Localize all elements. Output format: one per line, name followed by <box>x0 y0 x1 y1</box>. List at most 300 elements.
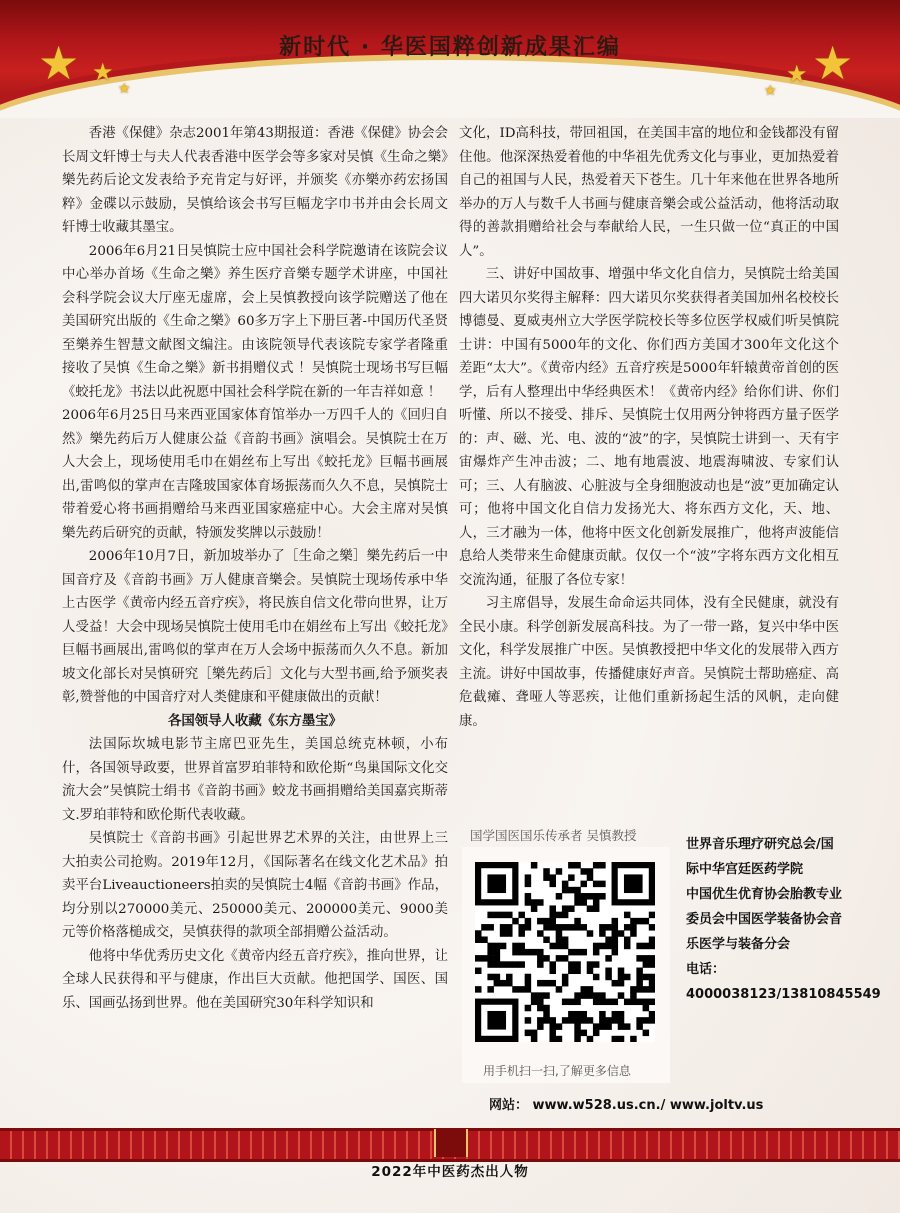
qr-module <box>543 1017 550 1024</box>
qr-module <box>562 999 569 1006</box>
qr-module <box>612 980 619 987</box>
qr-module <box>636 974 643 981</box>
qr-module <box>494 974 501 981</box>
qr-module <box>556 930 563 937</box>
qr-module <box>624 999 631 1006</box>
organization-info <box>686 832 881 1007</box>
qr-module <box>500 912 507 919</box>
qr-module <box>649 912 655 919</box>
qr-module <box>506 974 513 981</box>
qr-module <box>549 924 556 931</box>
qr-module <box>605 968 612 975</box>
qr-module <box>487 961 494 968</box>
qr-module <box>612 918 619 925</box>
qr-module <box>605 924 612 931</box>
qr-module <box>618 930 625 937</box>
qr-module <box>543 955 550 962</box>
qr-module <box>612 936 619 943</box>
footer-band-center-ornament <box>434 1129 468 1157</box>
qr-module <box>612 949 619 956</box>
qr-module <box>568 887 575 894</box>
qr-module <box>531 992 538 999</box>
qr-module <box>574 1011 581 1018</box>
gold-star-icon: ★ <box>764 83 777 99</box>
qr-module <box>593 899 600 906</box>
paragraph: 2006年6月25日马来西亚国家体育馆举办一万四千人的《回归自然》樂先药后万人健康公益《音韵书画》演唱会。吴慎院士在万人大会上，现场使用毛巾在娟丝布上写出《蛟托龙》巨幅书画展出,雷鸣似的掌声在吉隆玻国家体育场振荡而久久不息，吴慎院士带着爱心将书画捐赠给马来西亚国家癌症中心。大会主席对吴慎樂先药后研究的贡献，特颁发奖牌以示鼓励！ <box>62 408 448 541</box>
qr-module <box>525 874 532 881</box>
footer-decorative-band <box>0 1128 900 1162</box>
section-heading: 各国领导人收藏《东方墨宝》 <box>167 713 343 729</box>
qr-module <box>636 943 643 950</box>
qr-module <box>562 887 569 894</box>
qr-module <box>649 1011 655 1018</box>
qr-module <box>556 955 563 962</box>
qr-module <box>574 899 581 906</box>
qr-module <box>494 912 501 919</box>
qr-module <box>581 1017 588 1024</box>
paragraph: 2006年10月7日，新加坡举办了［生命之樂］樂先药后一中国音疗及《音韵书画》万人健康音樂会。吴慎院士现场传承中华上古医学《黄帝内经五音疗疾》，将民族自信文化带向世界，让万人受益！大会中现场吴慎院士使用毛巾在娟丝布上写出《蛟托龙》巨幅书画展出,雷鸣似的掌声在万人会场中振荡而久久不息。新加坡文化部长对吴慎研究［樂先药后］文化与大型书画,给予颁奖表彰,赞誉他的中国音疗对人类健康和平健康做出的贡献！ <box>62 549 448 705</box>
qr-module <box>643 1030 650 1037</box>
qr-module <box>525 893 532 900</box>
qr-module <box>612 930 619 937</box>
qr-module <box>605 999 612 1006</box>
qr-module <box>581 1030 588 1037</box>
qr-module <box>537 899 544 906</box>
qr-module <box>593 949 600 956</box>
qr-module <box>649 1017 655 1024</box>
qr-module <box>593 943 600 950</box>
website-line[interactable]: 网站： www.w528.us.cn./ www.joltv.us <box>489 1098 764 1113</box>
qr-module <box>593 974 600 981</box>
qr-module <box>636 955 643 962</box>
qr-module <box>531 862 538 869</box>
qr-module <box>630 992 637 999</box>
qr-module <box>568 1017 575 1024</box>
qr-module <box>531 899 538 906</box>
qr-module <box>481 924 488 931</box>
qr-module <box>556 912 563 919</box>
qr-module <box>506 961 513 968</box>
qr-module <box>562 905 569 912</box>
qr-module <box>643 918 650 925</box>
qr-module <box>537 1005 544 1012</box>
qr-module <box>587 961 594 968</box>
qr-module <box>543 936 550 943</box>
qr-module <box>568 905 575 912</box>
qr-module <box>537 930 544 937</box>
qr-module <box>587 905 594 912</box>
qr-module <box>475 955 482 962</box>
qr-module <box>525 924 532 931</box>
qr-module <box>630 924 637 931</box>
qr-module <box>568 862 575 869</box>
qr-module <box>636 1017 643 1024</box>
qr-module <box>531 949 538 956</box>
qr-module <box>556 868 563 875</box>
qr-module <box>624 912 631 919</box>
qr-module <box>643 986 650 993</box>
qr-module <box>549 980 556 987</box>
qr-module <box>574 893 581 900</box>
gold-star-icon: ★ <box>786 60 808 88</box>
qr-module <box>487 924 494 931</box>
qr-module <box>568 949 575 956</box>
qr-module <box>574 992 581 999</box>
qr-module <box>612 1036 619 1042</box>
qr-module <box>525 980 532 987</box>
qr-module <box>487 974 494 981</box>
qr-module <box>543 980 550 987</box>
page-header-title: 新时代 · 华医国粹创新成果汇编 <box>279 35 621 60</box>
qr-module <box>587 868 594 875</box>
qr-module <box>599 924 606 931</box>
qr-module <box>574 862 581 869</box>
qr-module <box>599 1011 606 1018</box>
qr-module <box>512 949 519 956</box>
qr-module <box>599 992 606 999</box>
qr-module <box>537 1017 544 1024</box>
qr-module <box>618 1017 625 1024</box>
qr-caption: 国学国医国乐传承者 吴慎教授 <box>470 828 637 843</box>
qr-module <box>518 924 525 931</box>
qr-module <box>599 943 606 950</box>
qr-module <box>500 924 507 931</box>
qr-module <box>543 868 550 875</box>
paragraph: 2006年6月21日吴慎院士应中国社会科学院邀请在该院会议中心举办首场《生命之樂》养生医疗音樂专题学术讲座，中国社会科学院会议大厅座无虚席，会上吴慎教授向该学院赠送了他在美国研究出版的《生命之樂》60多万字上下册巨著-中国历代圣贤至樂养生智慧文献图文编注。由该院领导代表该院专家学者隆重接收了吴慎《生命之樂》新书捐赠仪式 ！吴慎院士现场书写巨幅《蛟托龙》书法以此祝愿中国社会科学院在新的一年吉祥如意 ！ <box>62 243 448 400</box>
header-banner <box>0 0 900 118</box>
qr-module <box>581 949 588 956</box>
qr-module <box>649 999 655 1006</box>
qr-module <box>562 924 569 931</box>
qr-module <box>531 905 538 912</box>
qr-module <box>549 1036 556 1042</box>
qr-module <box>605 936 612 943</box>
qr-module <box>593 862 600 869</box>
qr-module <box>636 918 643 925</box>
qr-module <box>562 936 569 943</box>
qr-module <box>587 930 594 937</box>
qr-module <box>649 974 655 981</box>
qr-module <box>618 968 625 975</box>
qr-module <box>605 943 612 950</box>
qr-module <box>549 943 556 950</box>
qr-module <box>649 986 655 993</box>
qr-module <box>556 1036 563 1042</box>
qr-module <box>537 949 544 956</box>
qr-module <box>612 1017 619 1024</box>
paragraph: 三、讲好中国故事、增强中华文化自信力，吴慎院士给美国四大诺贝尔奖得主解释：四大诺贝尔奖获得者美国加州名校校长博德曼、夏威夷州立大学医学院校长等多位医学权威们听吴慎院士讲：中国有5000年的文化、你们西方美国才300年文化这个差距“太大”。《黄帝内经》五音疗疾是5000年轩辕黄帝首创的医学，后有人整理出中华经典医术！《黄帝内经》给你们讲、你们听懂、所以不接受、排斥、吴慎院士仅用两分钟将西方量子医学的：声、磁、光、电、波的“波”的字，吴慎院士讲到一、天有宇宙爆炸产生冲击波；二、地有地震波、地震海啸波、专家们认可；三、人有脑波、心脏波与全身细胞波动也是“波”更加确定认可；他将中国文化自信力发扬光大、将东西方文化，天、地、人，三才融为一体，他将中医文化创新发展推广，他将声波能信息给人类带来生命健康贡献。仅仅一个“波”字将东西方文化相互交流沟通，征服了各位专家！ <box>459 267 839 588</box>
qr-footer-text: 用手机扫一扫,了解更多信息 <box>483 1064 631 1078</box>
qr-module <box>537 1023 544 1030</box>
qr-module <box>512 918 519 925</box>
qr-module <box>487 912 494 919</box>
qr-module <box>605 1023 612 1030</box>
qr-module <box>574 918 581 925</box>
qr-module <box>543 918 550 925</box>
qr-module <box>636 986 643 993</box>
qr-module <box>593 961 600 968</box>
qr-module <box>512 943 519 950</box>
qr-module <box>525 918 532 925</box>
qr-module <box>543 874 550 881</box>
qr-module <box>562 974 569 981</box>
qr-module <box>599 893 606 900</box>
qr-module <box>587 986 594 993</box>
organization-line: 世界音乐理疗研究总会/国际中华宫廷医药学院 <box>686 837 834 877</box>
qr-module <box>512 961 519 968</box>
qr-module <box>599 862 606 869</box>
qr-module <box>574 1023 581 1030</box>
qr-module <box>587 1017 594 1024</box>
qr-module <box>581 986 588 993</box>
qr-module <box>587 1036 594 1042</box>
qr-module <box>537 918 544 925</box>
qr-module <box>531 1030 538 1037</box>
paragraph: 习主席倡导，发展生命命运共同体，没有全民健康，就没有全民小康。科学创新发展高科技。为了一带一路，复兴中华中医文化，科学发展推广中医。吴慎教授把中华文化的发展带入西方主流。讲好中国故事，传播健康好声音。吴慎院士帮助癌症、高危截瘫、聋哑人等恶疾，让他们重新扬起生活的风帆，走向健康。 <box>459 596 839 729</box>
qr-module <box>525 1005 532 1012</box>
qr-module <box>630 930 637 937</box>
qr-module <box>643 999 650 1006</box>
qr-module <box>574 1017 581 1024</box>
qr-module <box>630 1036 637 1042</box>
qr-module <box>487 949 494 956</box>
paragraph: 香港《保健》杂志2001年第43期报道：香港《保健》协会会长周文轩博士与夫人代表香港中医学会等多家对吴慎《生命之樂》樂先药后论文发表给予充肯定与好评，并颁奖《亦樂亦药宏扬国粹》金碟以示鼓励，吴慎给该会书写巨幅龙字巾书并由会长周文轩博士收藏其墨宝。 <box>62 126 448 235</box>
qr-module <box>624 924 631 931</box>
qr-module <box>581 881 588 888</box>
qr-module <box>636 1023 643 1030</box>
qr-module <box>549 1017 556 1024</box>
qr-finder-pattern <box>487 1011 506 1030</box>
qr-module <box>624 943 631 950</box>
qr-module <box>643 961 650 968</box>
qr-module <box>581 899 588 906</box>
qr-module <box>562 955 569 962</box>
qr-module <box>506 912 513 919</box>
qr-module <box>518 912 525 919</box>
paragraph: 法国际坎城电影节主席巴亚先生，美国总统克林顿，小布什，各国领导政要，世界首富罗珀菲特和欧伦斯“鸟巢国际文化交流大会”吴慎院士绢书《音韵书画》蛟龙书画捐赠给美国嘉宾斯蒂文.罗珀菲特和欧伦斯代表收藏。 <box>62 737 448 823</box>
gold-star-icon: ★ <box>812 36 854 90</box>
qr-module <box>612 943 619 950</box>
qr-module <box>549 1023 556 1030</box>
qr-module <box>518 949 525 956</box>
qr-module <box>500 943 507 950</box>
qr-module <box>518 930 525 937</box>
qr-module <box>494 961 501 968</box>
qr-module <box>649 961 655 968</box>
qr-module <box>518 961 525 968</box>
qr-module <box>481 936 488 943</box>
qr-module <box>525 986 532 993</box>
gold-star-icon: ★ <box>92 58 114 86</box>
qr-module <box>599 930 606 937</box>
qr-finder-pattern <box>624 874 643 893</box>
qr-module <box>624 1023 631 1030</box>
footer-title: 2022年中医药杰出人物 <box>371 1164 529 1180</box>
qr-module <box>506 924 513 931</box>
qr-module <box>562 881 569 888</box>
qr-module <box>618 1023 625 1030</box>
qr-module <box>562 980 569 987</box>
qr-module <box>537 999 544 1006</box>
qr-module <box>630 986 637 993</box>
qr-module <box>618 992 625 999</box>
qr-module <box>537 980 544 987</box>
paragraph: 文化，ID高科技，带回祖国，在美国丰富的地位和金钱都没有留住他。他深深热爱着他的中华祖先优秀文化与事业，更加热爱着自己的祖国与人民，热爱着天下苍生。几十年来他在世界各地所举办的万人与数千人书画与健康音樂会或公益活动，他将活动取得的善款捐赠给社会与奉献给人民，一生只做一位“真正的中国人”。 <box>459 126 839 259</box>
qr-module <box>487 943 494 950</box>
qr-module <box>556 936 563 943</box>
qr-module <box>568 874 575 881</box>
qr-module <box>568 968 575 975</box>
qr-module <box>605 974 612 981</box>
qr-module <box>556 893 563 900</box>
qr-code-graphic <box>475 862 655 1042</box>
qr-module <box>593 905 600 912</box>
qr-module <box>587 968 594 975</box>
qr-module <box>525 1017 532 1024</box>
qr-module <box>649 980 655 987</box>
qr-module <box>593 1023 600 1030</box>
qr-module <box>649 924 655 931</box>
qr-module <box>475 936 482 943</box>
qr-module <box>525 1030 532 1037</box>
qr-module <box>587 874 594 881</box>
qr-module <box>549 881 556 888</box>
qr-module <box>506 930 513 937</box>
qr-module <box>581 924 588 931</box>
qr-module <box>581 893 588 900</box>
qr-module <box>525 974 532 981</box>
qr-module <box>487 986 494 993</box>
qr-module <box>568 999 575 1006</box>
qr-module <box>587 893 594 900</box>
qr-module <box>549 961 556 968</box>
qr-module <box>562 1017 569 1024</box>
right-text-column <box>459 122 839 733</box>
qr-module <box>612 1011 619 1018</box>
qr-module <box>574 924 581 931</box>
qr-module <box>494 943 501 950</box>
qr-module <box>543 1011 550 1018</box>
qr-module <box>605 1017 612 1024</box>
qr-module <box>599 881 606 888</box>
qr-module <box>549 918 556 925</box>
qr-module <box>612 924 619 931</box>
qr-module <box>549 874 556 881</box>
qr-module <box>587 992 594 999</box>
qr-module <box>549 1030 556 1037</box>
qr-module <box>487 955 494 962</box>
qr-code-icon[interactable] <box>475 862 655 1042</box>
organization-line: 中国优生优育协会胎教专业委员会中国医学装备协会音乐医学与装备分会 <box>686 887 843 952</box>
qr-module <box>618 1036 625 1042</box>
qr-module <box>481 955 488 962</box>
qr-module <box>643 943 650 950</box>
qr-module <box>500 930 507 937</box>
qr-module <box>531 999 538 1006</box>
qr-module <box>593 893 600 900</box>
qr-module <box>574 1030 581 1037</box>
qr-module <box>643 974 650 981</box>
paragraph: 吴慎院士《音韵书画》引起世界艺术界的关注，由世界上三大拍卖公司抢购。2019年12月，《国际著名在线文化艺术品》拍卖平台Liveauctioneers拍卖的吴慎院士4幅《音韵书画》作品，均分别以270000美元、250000美元、200000美元、9000美元等价格落槌成交，吴慎获得的款项全部捐赠公益活动。 <box>62 831 448 940</box>
qr-module <box>612 999 619 1006</box>
qr-module <box>549 912 556 919</box>
qr-module <box>556 924 563 931</box>
qr-module <box>537 961 544 968</box>
qr-module <box>643 1017 650 1024</box>
qr-module <box>525 949 532 956</box>
qr-module <box>562 943 569 950</box>
gold-star-icon: ★ <box>38 36 80 90</box>
qr-module <box>506 980 513 987</box>
qr-module <box>475 986 482 993</box>
qr-module <box>494 980 501 987</box>
qr-module <box>643 955 650 962</box>
qr-module <box>518 943 525 950</box>
qr-module <box>574 968 581 975</box>
qr-module <box>618 1011 625 1018</box>
qr-module <box>475 968 482 975</box>
qr-module <box>562 912 569 919</box>
qr-module <box>525 881 532 888</box>
qr-module <box>543 992 550 999</box>
qr-module <box>512 986 519 993</box>
qr-module <box>475 930 482 937</box>
qr-module <box>500 961 507 968</box>
qr-module <box>574 887 581 894</box>
qr-module <box>500 980 507 987</box>
qr-module <box>618 980 625 987</box>
qr-module <box>630 918 637 925</box>
qr-module <box>574 961 581 968</box>
qr-module <box>618 974 625 981</box>
qr-module <box>518 986 525 993</box>
qr-module <box>581 1011 588 1018</box>
qr-module <box>525 899 532 906</box>
qr-module <box>649 943 655 950</box>
qr-module <box>574 1036 581 1042</box>
phone-line: 电话：4000038123/13810845549 <box>686 962 881 1002</box>
qr-module <box>537 955 544 962</box>
qr-module <box>649 936 655 943</box>
qr-module <box>543 1005 550 1012</box>
qr-module <box>494 949 501 956</box>
qr-module <box>649 955 655 962</box>
qr-module <box>574 949 581 956</box>
qr-module <box>624 974 631 981</box>
qr-module <box>556 943 563 950</box>
qr-module <box>599 999 606 1006</box>
left-text-column <box>62 122 448 1015</box>
qr-module <box>624 936 631 943</box>
qr-module <box>581 868 588 875</box>
qr-module <box>593 881 600 888</box>
qr-module <box>605 955 612 962</box>
qr-module <box>636 980 643 987</box>
qr-module <box>643 1005 650 1012</box>
qr-module <box>537 992 544 999</box>
qr-module <box>574 999 581 1006</box>
qr-module <box>630 999 637 1006</box>
qr-module <box>568 961 575 968</box>
qr-module <box>581 992 588 999</box>
qr-module <box>568 1011 575 1018</box>
paragraph: 他将中华优秀历史文化《黄帝内经五音疗疾》，推向世界，让全球人民获得和平与健康，作出巨大贡献。他把国学、国医、国乐、国画弘扬到世界。他在美国研究30年科学知识和 <box>62 948 448 1011</box>
qr-finder-pattern <box>487 874 506 893</box>
qr-module <box>549 905 556 912</box>
qr-module <box>568 924 575 931</box>
qr-module <box>636 968 643 975</box>
qr-module <box>593 999 600 1006</box>
